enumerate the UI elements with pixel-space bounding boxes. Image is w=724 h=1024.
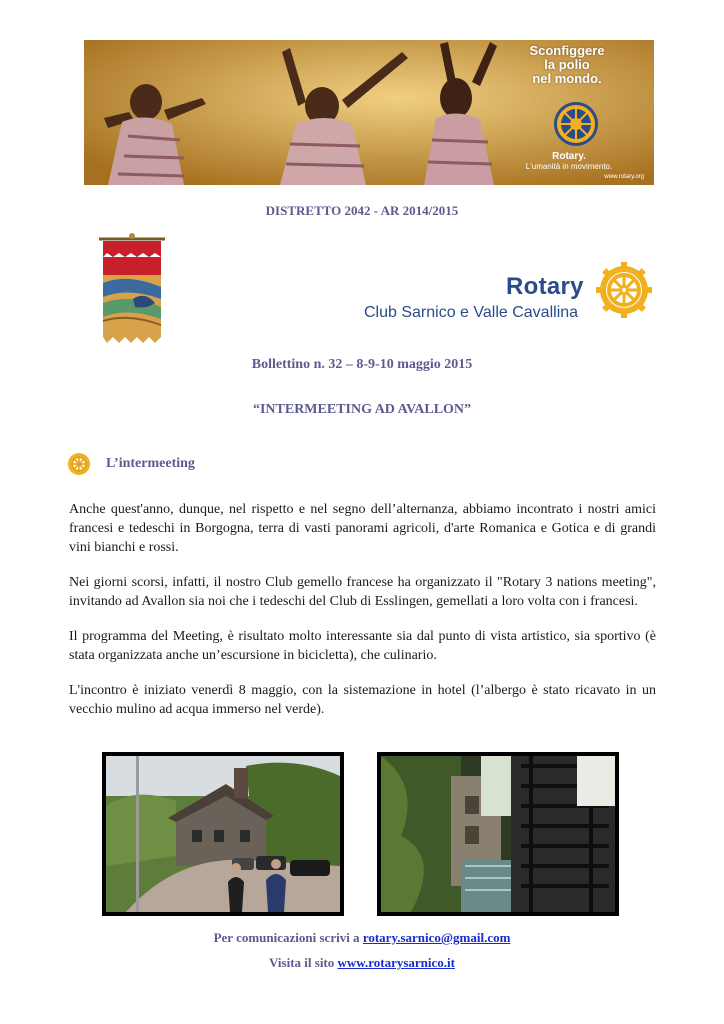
contact-label: Per comunicazioni scrivi a (213, 930, 363, 945)
bulletin-title: “INTERMEETING AD AVALLON” (252, 402, 472, 417)
rotary-wheel-icon (66, 451, 92, 477)
banner-url: www.rotary.org (604, 174, 644, 180)
hotel-mill-photo (102, 752, 344, 916)
banner-slogan: L'umanità in movimento. (525, 162, 613, 171)
paragraph: Il programma del Meeting, è risultato molto interessante sia dal punto di vista artistico, sia sportivo (è stata organizzata anche un’escursione in bicicletta), che culinario. (69, 629, 656, 663)
rotary-wheel-icon (596, 262, 652, 318)
rotary-wheel-icon (554, 102, 598, 146)
paragraph: Anche quest'anno, dunque, nel rispetto e nel segno dell’alternanza, abbiamo incontrato i nostri amici francesi e tedeschi in Borgogna, terra di vasti panorami agricoli, d'arte Romanica e Gotica e di grandi vini bianchi e rossi. (69, 502, 656, 555)
article-body (69, 500, 656, 735)
contact-line (0, 930, 724, 946)
water-wheel-photo (377, 752, 619, 916)
rotary-wordmark: Rotary (506, 273, 584, 300)
banner-headline: Sconfiggere la polio nel mondo. (529, 43, 605, 86)
paragraph: Nei giorni scorsi, infatti, il nostro Club gemello francese ha organizzato il "Rotary 3 nations meeting", invitando ad Avallon sia noi che i tedeschi del Club di Esslingen, gemellati a loro volta con i francesi. (69, 575, 656, 609)
club-name: Club Sarnico e Valle Cavallina (364, 304, 579, 321)
website-link[interactable]: www.rotarysarnico.it (337, 955, 455, 970)
paragraph: L'incontro è iniziato venerdì 8 maggio, con la sistemazione in hotel (l’albergo è stato ricavato in un vecchio mulino ad acqua immerso nel verde). (69, 683, 656, 717)
rotary-club-logo (364, 262, 654, 326)
club-pennant-icon (97, 233, 167, 350)
email-link[interactable]: rotary.sarnico@gmail.com (362, 930, 511, 945)
bulletin-number: Bollettino n. 32 – 8-9-10 maggio 2015 (251, 357, 473, 372)
website-label: Visita il sito (269, 955, 338, 970)
website-line (0, 955, 724, 971)
banner-tagline (494, 152, 644, 172)
section-title: L’intermeeting (106, 456, 195, 471)
polio-banner (84, 40, 654, 185)
district-heading: DISTRETTO 2042 - AR 2014/2015 (265, 203, 459, 218)
banner-brand: Rotary. (552, 151, 586, 162)
